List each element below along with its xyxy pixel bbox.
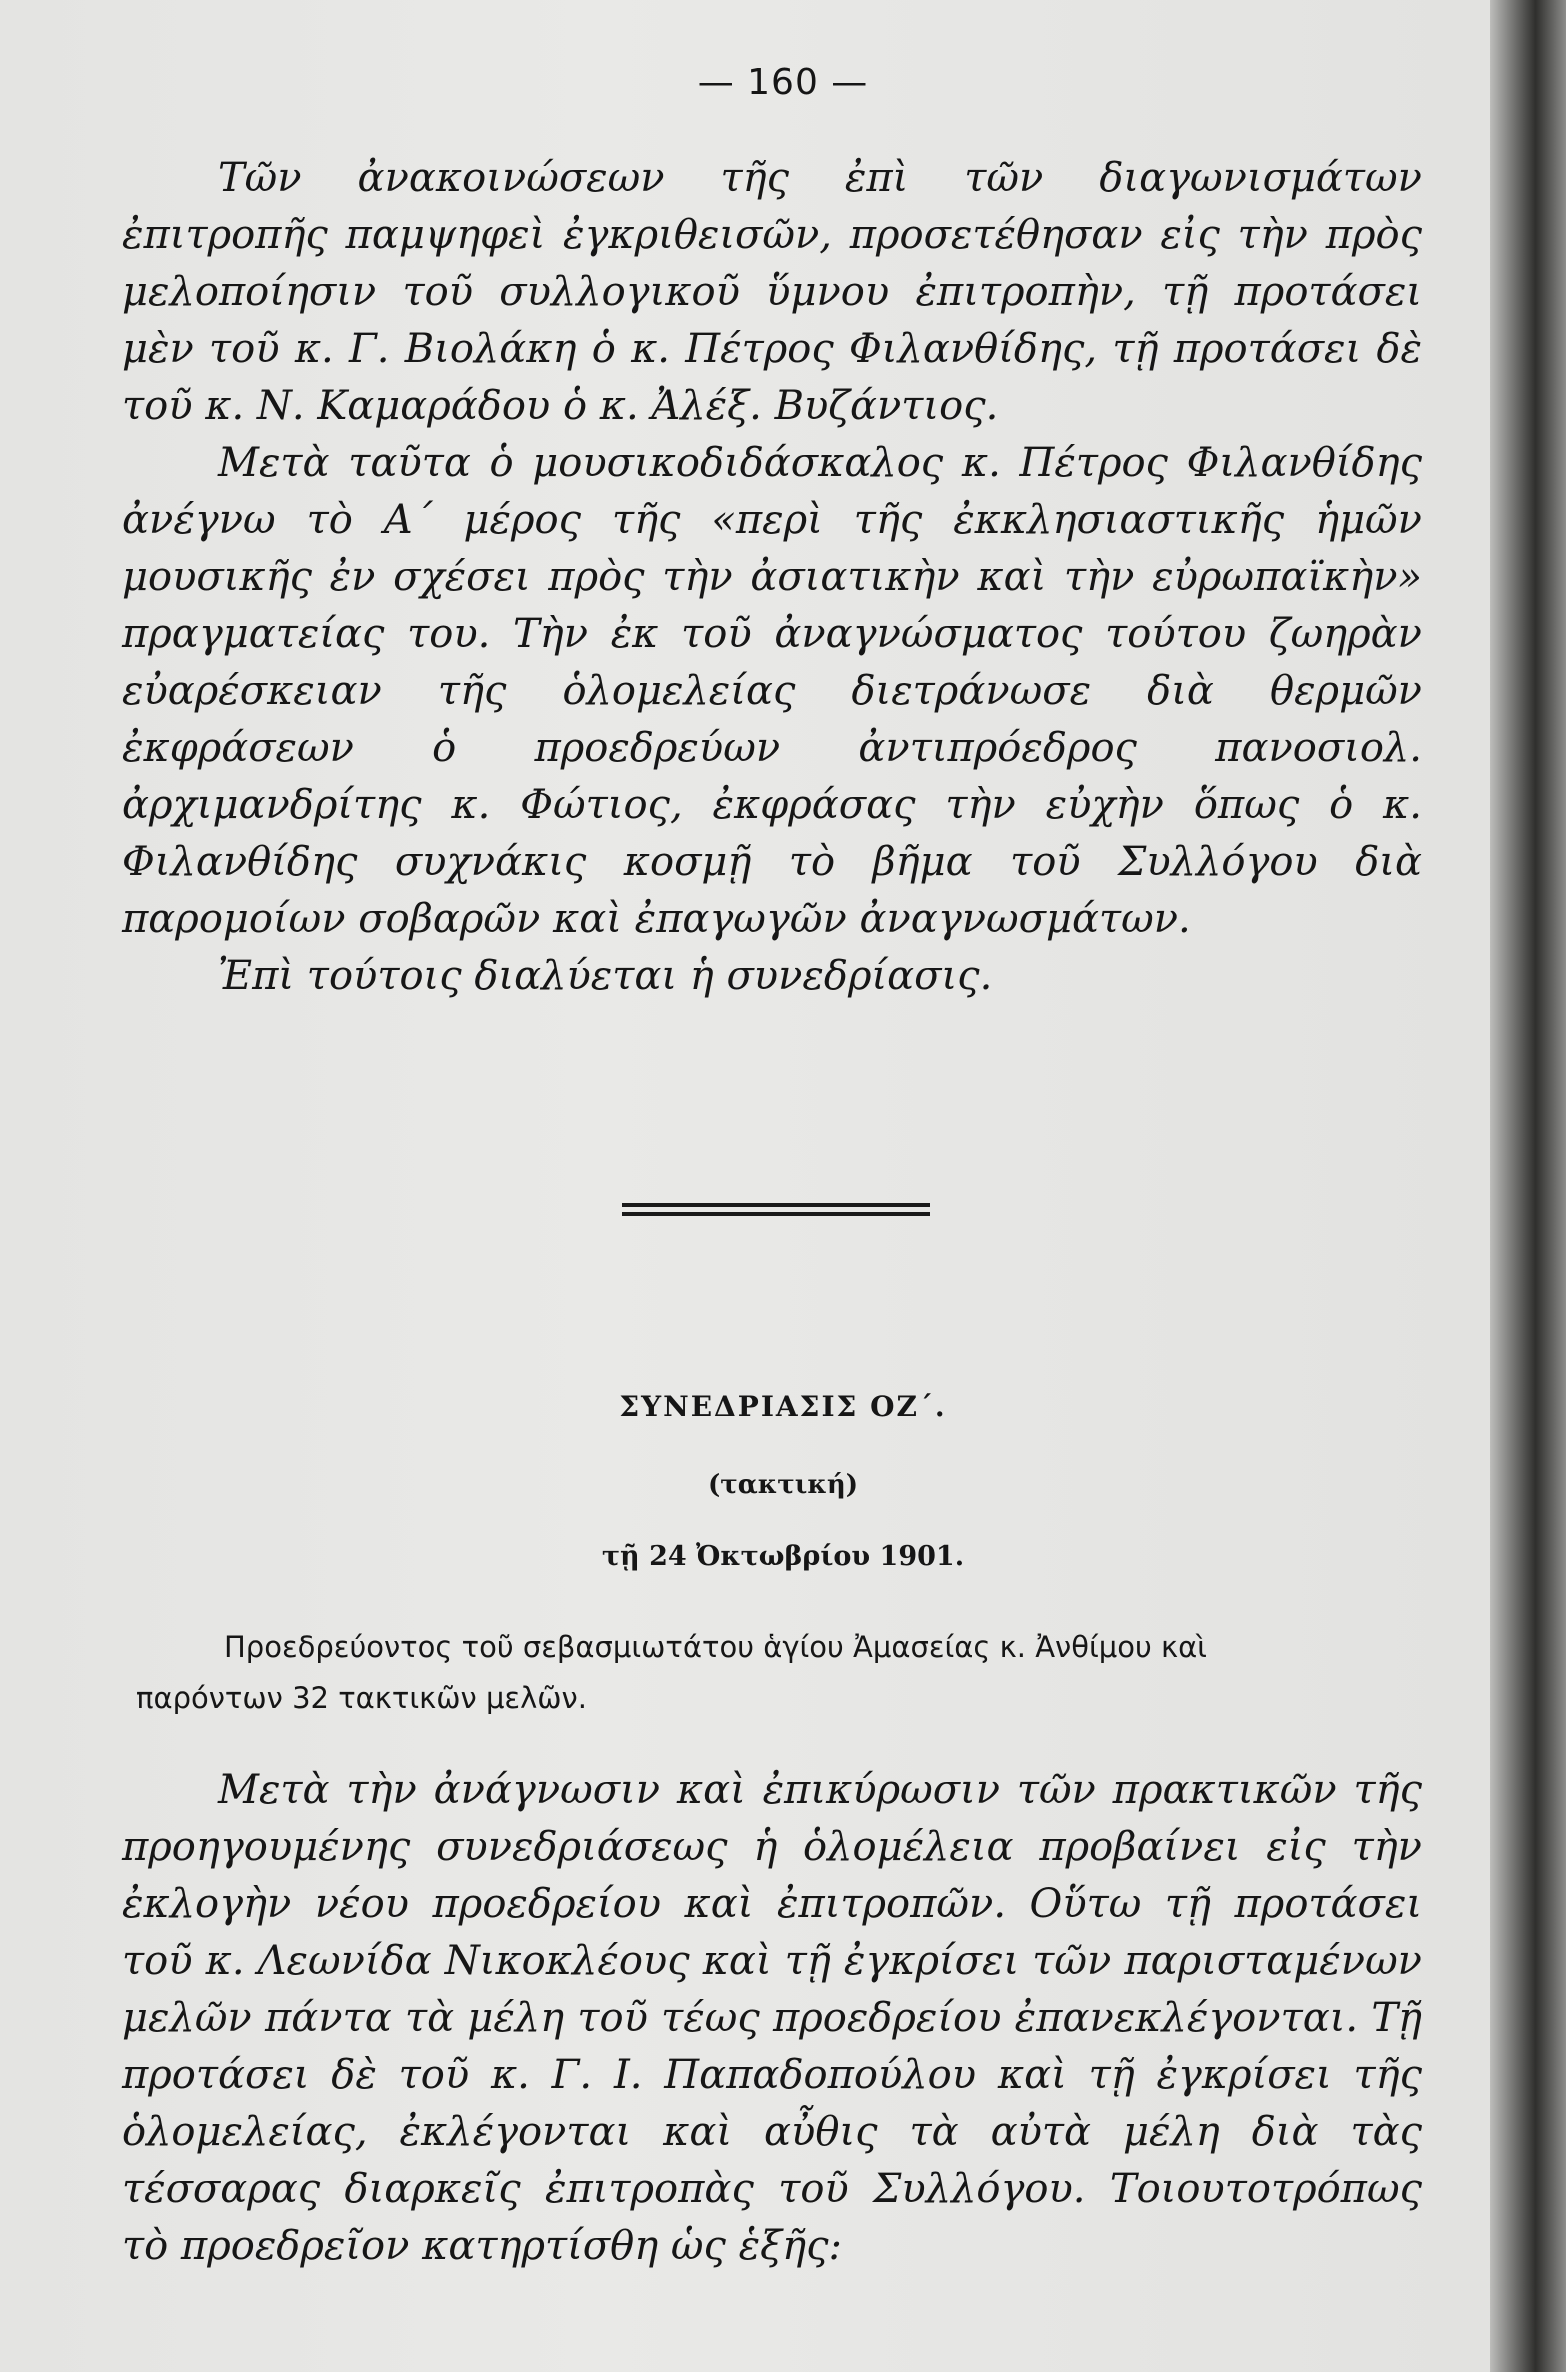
session-date: τῇ 24 Ὀκτωβρίου 1901.	[601, 1541, 965, 1572]
paragraph: Μετὰ τὴν ἀνάγνωσιν καὶ ἐπικύρωσιν τῶν πρακτικῶν τῆς προηγουμένης συνεδριάσεως ἡ ὁλομέλεια προβαίνει εἰς τὴν ἐκλογὴν νέου προεδρείου καὶ ἐπιτροπῶν. Οὕτω τῇ προτάσει τοῦ κ. Λεωνίδα Νικοκλέους καὶ τῇ ἐγκρίσει τῶν παρισταμένων μελῶν πάντα τὰ μέλη τοῦ τέως προεδρείου ἐπανεκλέγονται. Τῇ προτάσει δὲ τοῦ κ. Γ. Ι. Παπαδοπούλου καὶ τῇ ἐγκρίσει τῆς ὁλομελείας, ἐκλέγονται καὶ αὖθις τὰ αὐτὰ μέλη διὰ τὰς τέσσαρας διαρκεῖς ἐπιτροπὰς τοῦ Συλλόγου. Τοιουτοτρόπως τὸ προεδρεῖον κατηρτίσθη ὡς ἑξῆς:	[122, 1767, 1422, 2269]
paragraph: Ἐπὶ τούτοις διαλύεται ἡ συνεδρίασις.	[218, 953, 993, 999]
session-title: ΣΥΝΕΔΡΙΑΣΙΣ ΟΖ´.	[619, 1390, 947, 1423]
presidency-note	[136, 1622, 1424, 1724]
paragraph: Τῶν ἀνακοινώσεων τῆς ἐπὶ τῶν διαγωνισμάτων ἐπιτροπῆς παμψηφεὶ ἐγκριθεισῶν, προσετέθησαν εἰς τὴν πρὸς μελοποίησιν τοῦ συλλογικοῦ ὕμνου ἐπιτροπὴν, τῇ προτάσει μὲν τοῦ κ. Γ. Βιολάκη ὁ κ. Πέτρος Φιλανθίδης, τῇ προτάσει δὲ τοῦ κ. Ν. Καμαράδου ὁ κ. Ἀλέξ. Βυζάντιος.	[122, 155, 1422, 429]
book-gutter	[1490, 0, 1566, 2372]
body-text-top	[122, 150, 1422, 1005]
presidency-line: παρόντων 32 τακτικῶν μελῶν.	[136, 1681, 587, 1715]
paragraph: Μετὰ ταῦτα ὁ μουσικοδιδάσκαλος κ. Πέτρος Φιλανθίδης ἀνέγνω τὸ Α´ μέρος τῆς «περὶ τῆς ἐκκλησιαστικῆς ἡμῶν μουσικῆς ἐν σχέσει πρὸς τὴν ἀσιατικὴν καὶ τὴν εὐρωπαϊκὴν» πραγματείας του. Τὴν ἐκ τοῦ ἀναγνώσματος τούτου ζωηρὰν εὐαρέσκειαν τῆς ὁλομελείας διετράνωσε διὰ θερμῶν ἐκφράσεων ὁ προεδρεύων ἀντιπρόεδρος πανοσιολ. ἀρχιμανδρίτης κ. Φώτιος, ἐκφράσας τὴν εὐχὴν ὅπως ὁ κ. Φιλανθίδης συχνάκις κοσμῇ τὸ βῆμα τοῦ Συλλόγου διὰ παρομοίων σοβαρῶν καὶ ἐπαγωγῶν ἀναγνωσμάτων.	[122, 440, 1422, 942]
session-type: (τακτική)	[707, 1470, 859, 1500]
section-divider-line	[622, 1212, 930, 1216]
page-number: — 160 —	[697, 62, 869, 103]
section-divider-line	[622, 1203, 930, 1207]
presidency-line: Προεδρεύοντος τοῦ σεβασμιωτάτου ἁγίου Ἀμασείας κ. Ἀνθίμου καὶ	[224, 1630, 1207, 1664]
body-text-bottom	[122, 1762, 1422, 2275]
